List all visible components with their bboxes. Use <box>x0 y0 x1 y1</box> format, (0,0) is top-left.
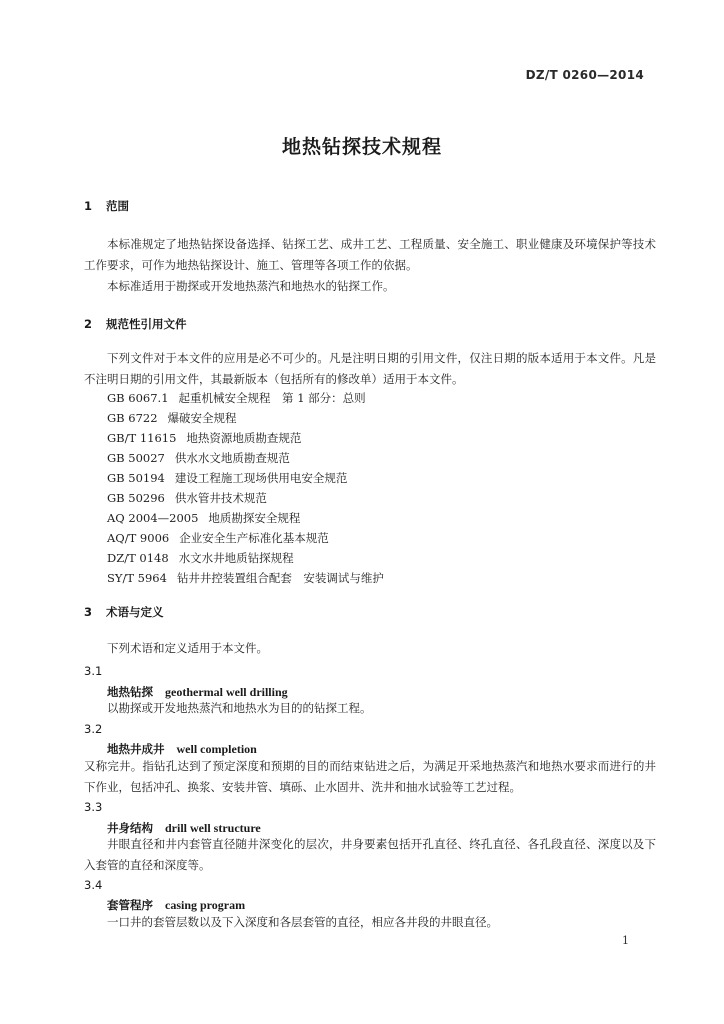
reference-code: GB 6067.1 <box>107 391 169 405</box>
term-number: 3.1 <box>84 664 103 678</box>
term-definition: 井眼直径和井内套管直径随井深变化的层次，井身要素包括开孔直径、终孔直径、各孔段直径、深度以及下入套管的直径和深度等。 <box>84 837 656 872</box>
section-2-title: 规范性引用文件 <box>106 317 187 331</box>
section-3-intro: 下列术语和定义适用于本文件。 <box>107 641 268 655</box>
reference-item <box>107 488 647 508</box>
reference-title: 水文水井地质钻探规程 <box>178 551 294 565</box>
section-1-heading <box>84 198 129 214</box>
term-number: 3.2 <box>84 722 103 736</box>
term-number: 3.3 <box>84 800 103 814</box>
standard-code: DZ/T 0260—2014 <box>525 68 644 82</box>
term-definition: 一口井的套管层数以及下入深度和各层套管的直径，相应各井段的井眼直径。 <box>107 915 498 929</box>
term-chinese: 井身结构 <box>107 821 153 835</box>
reference-code: GB 50296 <box>107 491 165 505</box>
section-1-title: 范围 <box>106 199 129 213</box>
reference-item <box>107 568 647 588</box>
reference-item <box>107 448 647 468</box>
reference-list <box>107 388 647 588</box>
reference-code: AQ 2004—2005 <box>107 511 199 525</box>
term-chinese: 地热井成井 <box>107 742 165 756</box>
term-heading <box>107 897 245 913</box>
section-2-heading <box>84 316 187 332</box>
section-1-paragraph-2: 本标准适用于勘探或开发地热蒸汽和地热水的钻探工作。 <box>107 279 395 293</box>
reference-title: 供水管井技术规范 <box>174 491 267 505</box>
reference-item <box>107 508 647 528</box>
reference-title: 钻井井控装置组合配套 安装调试与维护 <box>176 571 384 585</box>
reference-code: GB 50194 <box>107 471 165 485</box>
reference-item <box>107 428 647 448</box>
reference-item <box>107 528 647 548</box>
term-definition: 又称完井。指钻孔达到了预定深度和预期的目的而结束钻进之后，为满足开采地热蒸汽和地热水要求而进行的井下作业，包括冲孔、换浆、安装井管、填砾、止水固井、洗井和抽水试验等工艺过程。 <box>84 759 656 794</box>
reference-code: DZ/T 0148 <box>107 551 169 565</box>
document-title: 地热钻探技术规程 <box>281 136 442 158</box>
section-3-title: 术语与定义 <box>106 605 164 619</box>
reference-code: GB/T 11615 <box>107 431 177 445</box>
page-number: 1 <box>622 934 629 947</box>
reference-title: 建设工程施工现场供用电安全规范 <box>174 471 348 485</box>
term-english: geothermal well drilling <box>165 685 288 699</box>
reference-item <box>107 548 647 568</box>
term-definition: 以勘探或开发地热蒸汽和地热水为目的的钻探工程。 <box>107 701 372 715</box>
section-3-number: 3 <box>84 605 93 619</box>
section-1-number: 1 <box>84 199 93 213</box>
term-english: casing program <box>165 898 246 912</box>
reference-code: SY/T 5964 <box>107 571 167 585</box>
reference-item <box>107 408 647 428</box>
section-3-heading <box>84 604 164 620</box>
section-2-number: 2 <box>84 317 93 331</box>
reference-code: GB 6722 <box>107 411 158 425</box>
reference-title: 爆破安全规程 <box>167 411 237 425</box>
reference-title: 企业安全生产标准化基本规范 <box>179 531 329 545</box>
reference-title: 地质勘探安全规程 <box>208 511 301 525</box>
term-heading <box>107 741 257 757</box>
reference-code: AQ/T 9006 <box>107 531 170 545</box>
section-1-paragraph-1: 本标准规定了地热钻探设备选择、钻探工艺、成井工艺、工程质量、安全施工、职业健康及环境保护等技术工作要求，可作为地热钻探设计、施工、管理等各项工作的依据。 <box>84 237 656 272</box>
reference-title: 起重机械安全规程 第 1 部分：总则 <box>178 391 366 405</box>
reference-title: 供水水文地质勘查规范 <box>174 451 290 465</box>
term-english: drill well structure <box>165 821 261 835</box>
reference-item <box>107 468 647 488</box>
reference-title: 地热资源地质勘查规范 <box>186 431 302 445</box>
term-chinese: 套管程序 <box>107 898 153 912</box>
term-english: well completion <box>176 742 257 756</box>
term-number: 3.4 <box>84 878 103 892</box>
section-2-intro: 下列文件对于本文件的应用是必不可少的。凡是注明日期的引用文件，仅注日期的版本适用于本文件。凡是不注明日期的引用文件，其最新版本（包括所有的修改单）适用于本文件。 <box>84 351 656 386</box>
term-chinese: 地热钻探 <box>107 685 153 699</box>
reference-item <box>107 388 647 408</box>
reference-code: GB 50027 <box>107 451 165 465</box>
